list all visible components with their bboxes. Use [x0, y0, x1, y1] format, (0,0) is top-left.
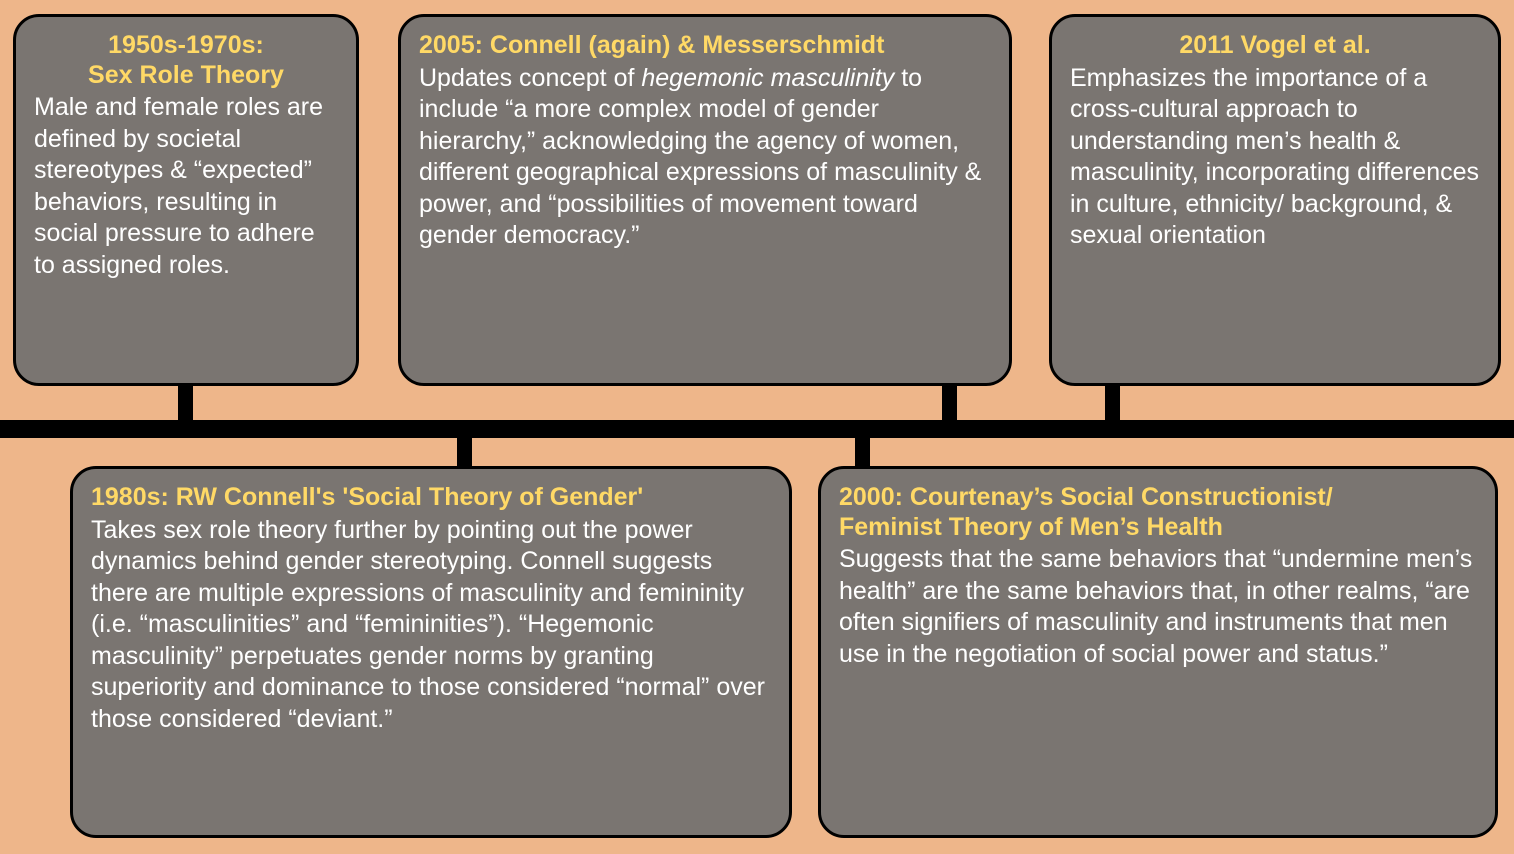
timeline-spine [0, 420, 1514, 438]
body-segment-2: to include “a more complex model of gender hierarchy,” acknowledging the agency of women, different geographical expressions of masculinity & power, and “possibilities of movement toward gender democracy.” [419, 63, 982, 249]
body-emphasis: hegemonic masculinity [641, 63, 895, 92]
timeline-box-title-line1: 1950s-1970s: [108, 31, 264, 59]
timeline-box-connell-messerschmidt [398, 14, 1012, 386]
timeline-box-courtenay [818, 466, 1498, 838]
timeline-box-body: Emphasizes the importance of a cross-cultural approach to understanding men’s health & masculinity, incorporating differences in culture, ethnicity/ background, & sexual orientation [1070, 63, 1479, 249]
body-segment-1: Updates concept of [419, 63, 642, 92]
timeline-box-vogel [1049, 14, 1501, 386]
timeline-box-title-line1: 2000: Courtenay’s Social Constructionist/ [839, 483, 1333, 511]
timeline-box-body: Takes sex role theory further by pointing out the power dynamics behind gender stereotyping. Connell suggests there are multiple expressions of masculinity and femininity (i.e. “masculinities” and “femininities”). “Hegemonic masculinity” perpetuates gender norms by granting superiority and dominance to those considered “normal” over those considered “deviant.” [91, 515, 765, 733]
timeline-box-body: Suggests that the same behaviors that “undermine men’s health” are the same behaviors that, in other realms, “are often signifiers of masculinity and instruments that men use in the negotiation of social power and status.” [839, 545, 1473, 668]
timeline-box-title-line2: Sex Role Theory [88, 60, 284, 89]
timeline-box-title-line2: Feminist Theory of Men’s Health [839, 512, 1223, 541]
timeline-box-title: 1980s: RW Connell's 'Social Theory of Gender' [91, 483, 644, 511]
timeline-box-body [419, 63, 991, 252]
timeline-box-title [839, 483, 1477, 542]
connector-sex-role-theory [178, 386, 193, 426]
timeline-box-title: 2011 Vogel et al. [1179, 31, 1371, 59]
connector-connell-messerschmidt [942, 386, 957, 426]
timeline-box-sex-role-theory [13, 14, 359, 386]
timeline-box-body: Male and female roles are defined by societal stereotypes & “expected” behaviors, resulting in social pressure to adhere to assigned roles. [34, 93, 324, 279]
connector-vogel [1105, 386, 1120, 426]
timeline-box-title: 2005: Connell (again) & Messerschmidt [419, 31, 885, 59]
timeline-box-connell-social-theory [70, 466, 792, 838]
timeline-box-title [34, 31, 338, 90]
